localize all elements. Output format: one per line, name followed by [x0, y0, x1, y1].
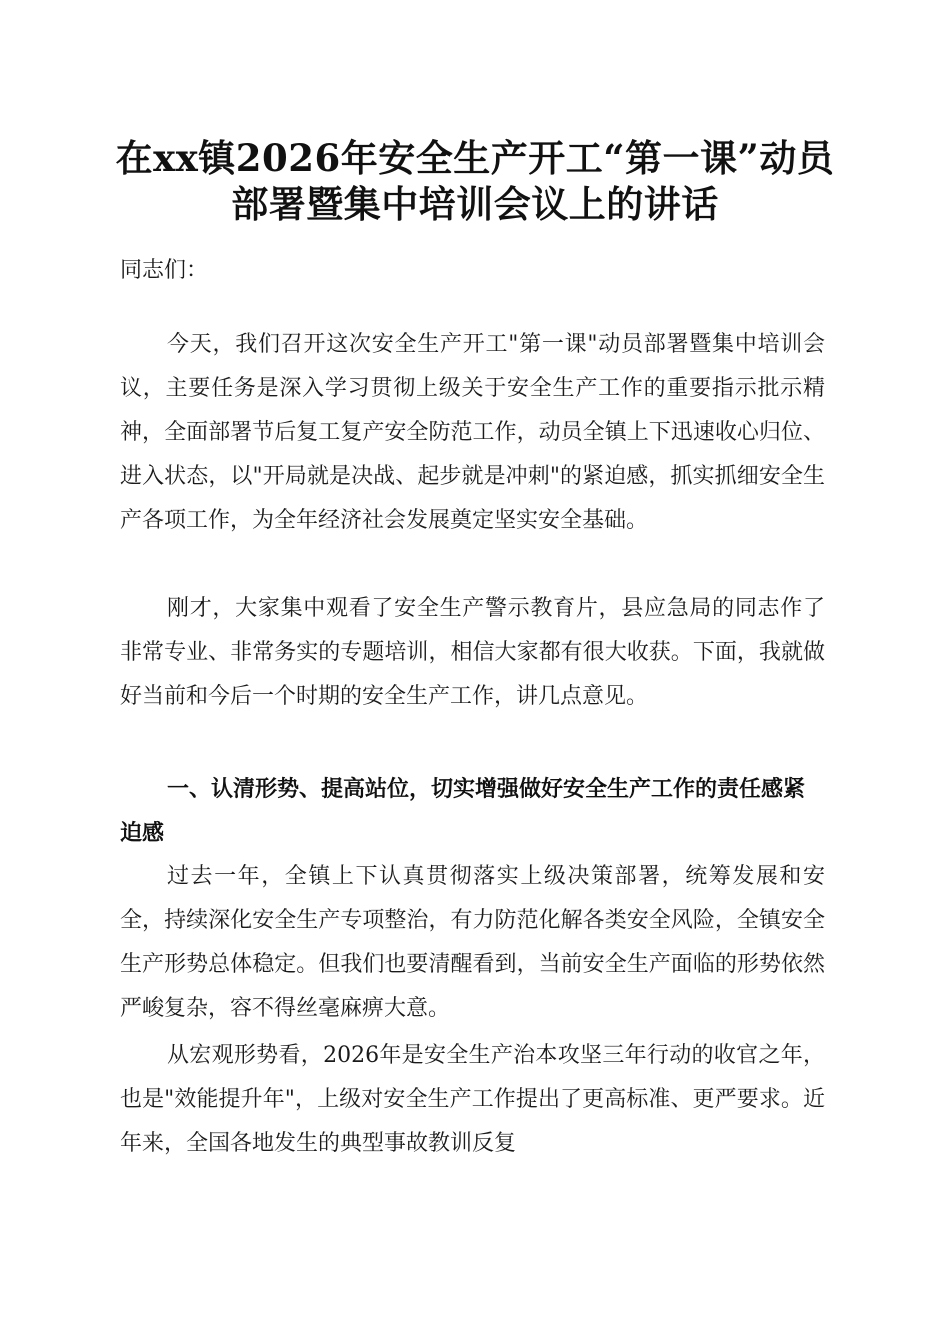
paragraph-situation: 从宏观形势看，2026年是安全生产治本攻坚三年行动的收官之年，也是"效能提升年"，上级对安全生产工作提出了更高标准、更严要求。近年来，全国各地发生的典型事故教训反复 [120, 1043, 825, 1156]
document-title-line-2: 部署暨集中培训会议上的讲话 [231, 182, 719, 226]
paragraph-review: 过去一年，全镇上下认真贯彻落实上级决策部署，统筹发展和安全，持续深化安全生产专项整治，有力防范化解各类安全风险，全镇安全生产形势总体稳定。但我们也要清醒看到，当前安全生产面临的形势依然严峻复杂，容不得丝毫麻痹大意。 [120, 864, 825, 1021]
paragraph-training: 刚才，大家集中观看了安全生产警示教育片，县应急局的同志作了非常专业、非常务实的专题培训，相信大家都有很大收获。下面，我就做好当前和今后一个时期的安全生产工作，讲几点意见。 [120, 596, 825, 709]
section-heading-1: 一、认清形势、提高站位，切实增强做好安全生产工作的责任感紧迫感 [120, 777, 806, 846]
paragraph-opening: 今天，我们召开这次安全生产开工"第一课"动员部署暨集中培训会议，主要任务是深入学习贯彻上级关于安全生产工作的重要指示批示精神，全面部署节后复工复产安全防范工作，动员全镇上下迅速收心归位、进入状态，以"开局就是决战、起步就是冲刺"的紧迫感，抓实抓细安全生产各项工作，为全年经济社会发展奠定坚实安全基础。 [120, 332, 825, 533]
document-title-line-1: 在xx镇2026年安全生产开工“第一课”动员 [115, 136, 835, 180]
salutation: 同志们： [120, 258, 209, 283]
